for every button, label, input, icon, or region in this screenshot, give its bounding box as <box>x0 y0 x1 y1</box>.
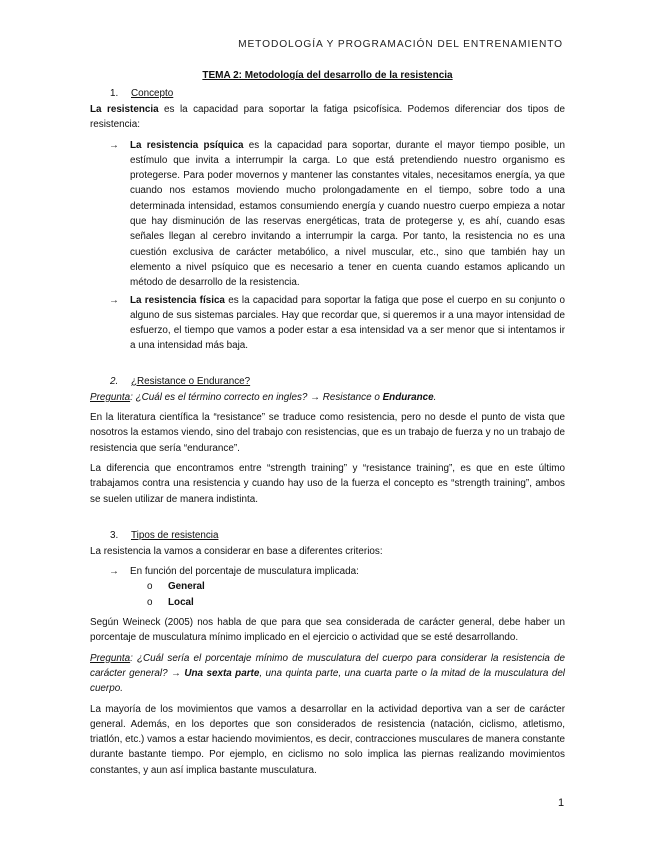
question-text: : ¿Cuál es el término correcto en ingles? → Resistance o <box>130 391 383 403</box>
document-body <box>90 86 565 783</box>
section-heading-1 <box>90 86 565 102</box>
bold-term: La resistencia física <box>130 294 225 306</box>
paragraph: La mayoría de los movimientos que vamos a desarrollar en la actividad deportiva van a ser de carácter general. Además, en los deportes que son considerados de resistencia (natación, ciclismo, atletismo, triatlón, etc.) vamos a estar haciendo movimientos, es decir, contracciones musculares de manera constante durante bastante tiempo. Por ejemplo, en ciclismo no solo implica las piernas realizando movimientos constantes, y aun así implica bastante musculatura. <box>90 703 565 776</box>
question-text: : ¿Cuál sería el porcentaje mínimo de musculatura del cuerpo para considerar la resistencia de carácter general? → <box>90 652 565 679</box>
circle-bullet-icon: o <box>147 596 153 608</box>
section-heading-3 <box>90 528 565 544</box>
list-item-text: En función del porcentaje de musculatura implicada: <box>130 566 359 578</box>
question <box>90 651 565 697</box>
question-end: , una quinta parte, una cuarta parte o la mitad de la musculatura del cuerpo. <box>90 667 566 695</box>
running-header: METODOLOGÍA Y PROGRAMACIÓN DEL ENTRENAMIENTO <box>238 39 563 50</box>
section-title: Concepto <box>131 88 174 99</box>
sub-list-item <box>90 579 565 594</box>
page-number: 1 <box>558 797 565 809</box>
arrow-icon: → <box>109 294 119 306</box>
page-title: TEMA 2: Metodología del desarrollo de la resistencia <box>202 70 453 81</box>
sub-item-text: Local <box>168 596 194 608</box>
list-item-text: es la capacidad para soportar la fatiga que pose el cuerpo en su conjunto o alguno de sus sistemas parciales. Hay que recordar que, si queremos ir a una mayor intensidad de esfuerzo, el tiempo que vamos a poder estar a esa intensidad va a ser menor que si intentamos ir a una intensidad más baja. <box>130 294 565 352</box>
question-label: Pregunta <box>90 391 131 403</box>
sub-item-text: General <box>168 581 205 593</box>
section-number: 1. <box>110 88 119 99</box>
arrow-icon: → <box>109 566 119 578</box>
list-item <box>90 293 565 354</box>
question-end: . <box>433 391 437 403</box>
paragraph: La diferencia que encontramos entre “strength training” y “resistance training”, es que en este último trabajamos contra una resistencia y cuando hay uso de la fuerza el concepto es “strength training”, ambos se suelen utilizar de manera indistinta. <box>90 462 565 505</box>
paragraph <box>90 102 565 133</box>
paragraph: La resistencia la vamos a considerar en base a diferentes criterios: <box>90 545 383 557</box>
question-label: Pregunta <box>90 652 131 664</box>
list-item-text: es la capacidad para soportar, durante el mayor tiempo posible, un estímulo que invita a interrumpir la carga. Lo que está pretendiendo nuestro organismo es protegerse. Para poder movernos y mantener las constantes vitales, necesitamos energía, ya que cuando nos estamos moviendo mucho prolongadamente en el tiempo, sobre todo a una determinada intensidad, estamos consumiendo energía y cuando nuestro cuerpo empieza a notar que hay disminución de las reservas energéticas, trata de protegerse y, es ahí, cuando esas señales llegan al cerebro invitando a interrumpir la carga. Por tanto, la resistencia no es una cuestión exclusiva de carácter metabólico, a nivel muscular, etc., sino que también hay un elemento a nivel psíquico que es necesario a tener en cuenta cuando estamos aplicando un método de desarrollo de la resistencia. <box>130 139 565 289</box>
arrow-icon: → <box>109 139 119 151</box>
bold-term: La resistencia <box>90 104 159 115</box>
section-title: ¿Resistance o Endurance? <box>131 375 251 387</box>
question <box>90 390 565 405</box>
section-number: 2. <box>110 375 119 387</box>
paragraph: En la literatura científica la “resistance” se traduce como resistencia, pero no desde el punto de vista que nosotros la estamos viendo, sino del trabajo con resistencias, que es un trabajo de fuerza y no un trabajo de resistencia que sería “endurance”. <box>90 412 565 454</box>
sub-list-item <box>90 595 565 610</box>
section-title: Tipos de resistencia <box>131 529 219 541</box>
paragraph: Según Weineck (2005) nos habla de que para que sea considerada de carácter general, debe haber un porcentaje de musculatura mínimo implicado en el ejercicio o actividad que se esté desarrollando. <box>90 617 565 644</box>
bold-term: La resistencia psíquica <box>130 139 244 151</box>
question-answer: Endurance <box>382 391 434 403</box>
circle-bullet-icon: o <box>147 581 153 593</box>
section-number: 3. <box>110 529 119 541</box>
paragraph-text: es la capacidad para soportar la fatiga psicofísica. Podemos diferenciar dos tipos de resistencia: <box>90 104 565 131</box>
question-answer: Una sexta parte <box>184 667 260 679</box>
list-item <box>90 564 565 579</box>
list-item <box>90 138 565 291</box>
section-heading-2 <box>90 374 565 390</box>
